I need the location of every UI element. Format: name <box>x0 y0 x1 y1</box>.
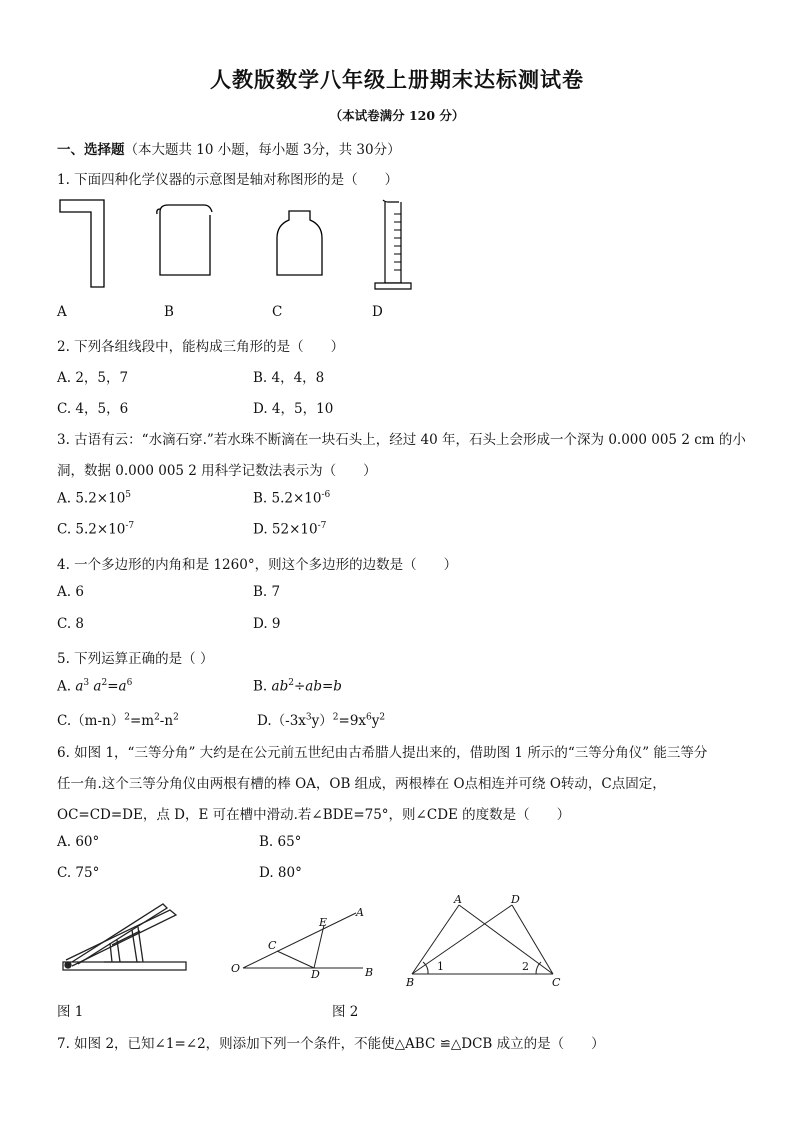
page-title: 人教版数学八年级上册期末达标测试卷 <box>210 67 584 92</box>
fig2-label-o: O <box>231 962 241 975</box>
fig1-trisector-drawing <box>63 904 186 970</box>
q5-option-a: A. $a^3$ $a^2=a^6$ <box>57 678 133 695</box>
q3-option-a-base: A. 5.2×10 <box>57 490 126 507</box>
question-2-stem: 2. 下列各组线段中，能构成三角形的是（ ） <box>57 339 345 355</box>
question-6-line-2: 任一角.这个三等分角仪由两根有槽的棒 OA，OB 组成，两根棒在 O点相连并可绕 O转动，C点固定， <box>57 776 666 792</box>
q4-option-c: C. 8 <box>57 616 85 632</box>
q3-option-b-base: B. 5.2×10 <box>253 490 322 507</box>
figure-2-caption: 图 2 <box>332 1004 359 1020</box>
q1-label-a: A <box>57 304 67 320</box>
tri-label-a: A <box>454 893 462 906</box>
section-head-label: 一、选择题 <box>57 142 125 158</box>
figure-1-caption: 图 1 <box>57 1004 84 1020</box>
q6-option-c: C. 75° <box>57 865 100 881</box>
section-head-detail: （本大题共 10 小题，每小题 3分，共 30分） <box>124 142 401 158</box>
q2-option-d: D. 4，5，10 <box>253 401 334 417</box>
q2-option-b: B. 4，4，8 <box>253 370 325 386</box>
q3-option-d-base: D. 52×10 <box>253 521 318 538</box>
q1-label-c: C <box>272 304 283 320</box>
q6-option-a: A. 60° <box>57 834 100 850</box>
q3-option-d-exp: -7 <box>317 521 327 531</box>
q3-option-c-exp: -7 <box>125 521 135 531</box>
q3-option-a-exp: 5 <box>125 490 132 500</box>
q3-option-c-base: C. 5.2×10 <box>57 521 126 538</box>
tri-label-c: C <box>552 976 561 989</box>
fig-triangles <box>412 905 553 974</box>
q1-label-d: D <box>372 304 383 320</box>
fig2-label-c: C <box>268 939 277 952</box>
fig2-angle-construction <box>243 913 363 968</box>
page-subtitle: （本试卷满分 120 分） <box>329 108 465 123</box>
tri-angle-2: 2 <box>522 960 529 973</box>
question-4-stem: 4. 一个多边形的内角和是 1260°，则这个多边形的边数是（ ） <box>57 557 458 573</box>
question-6-line-3: OC=CD=DE，点 D，E 可在槽中滑动.若∠BDE=75°，则∠CDE 的度数是（ ） <box>57 807 571 823</box>
question-6-line-1: 6. 如图 1，“三等分角” 大约是在公元前五世纪由古希腊人提出来的，借助图 1 所示的“三等分角仪” 能三等分 <box>57 745 708 761</box>
fig2-label-b: B <box>365 966 374 979</box>
tri-angle-1: 1 <box>437 960 444 973</box>
fig2-label-d: D <box>311 968 320 981</box>
question-5-stem: 5. 下列运算正确的是（ ） <box>57 651 214 667</box>
q2-option-a: A. 2，5，7 <box>57 370 129 386</box>
q4-option-a: A. 6 <box>57 584 84 600</box>
question-1-stem: 1. 下面四种化学仪器的示意图是轴对称图形的是（ ） <box>57 172 399 188</box>
q4-option-b: B. 7 <box>253 584 281 600</box>
q5-option-c: $C.(m-n)^2=m^2-n^2$ <box>57 712 179 729</box>
q1-label-b: B <box>164 304 174 320</box>
question-3-line-2: 洞，数据 0.000 005 2 用科学记数法表示为（ ） <box>57 463 377 479</box>
fig2-label-a: A <box>356 906 364 919</box>
question-7-stem: 7. 如图 2，已知∠1=∠2，则添加下列一个条件，不能使△ABC ≌△DCB 成立的是（ ） <box>57 1036 605 1052</box>
q3-option-b-exp: -6 <box>321 490 331 500</box>
fig2-label-e: E <box>319 916 328 929</box>
tri-label-b: B <box>406 976 415 989</box>
question-3-line-1: 3. 古语有云：“水滴石穿.”若水珠不断滴在一块石头上，经过 40 年，石头上会形成一个深为 0.000 005 2 cm 的小 <box>57 432 746 448</box>
q5-option-b: B. $ab^2\div ab=b$ <box>253 678 342 695</box>
q6-option-b: B. 65° <box>259 834 302 850</box>
q2-option-c: C. 4，5，6 <box>57 401 129 417</box>
q5-option-d: $D.(-3x^3y)^2=9x^6y^2$ <box>257 712 386 729</box>
q4-option-d: D. 9 <box>253 616 281 632</box>
tri-label-d: D <box>511 893 520 906</box>
q6-option-d: D. 80° <box>259 865 302 881</box>
